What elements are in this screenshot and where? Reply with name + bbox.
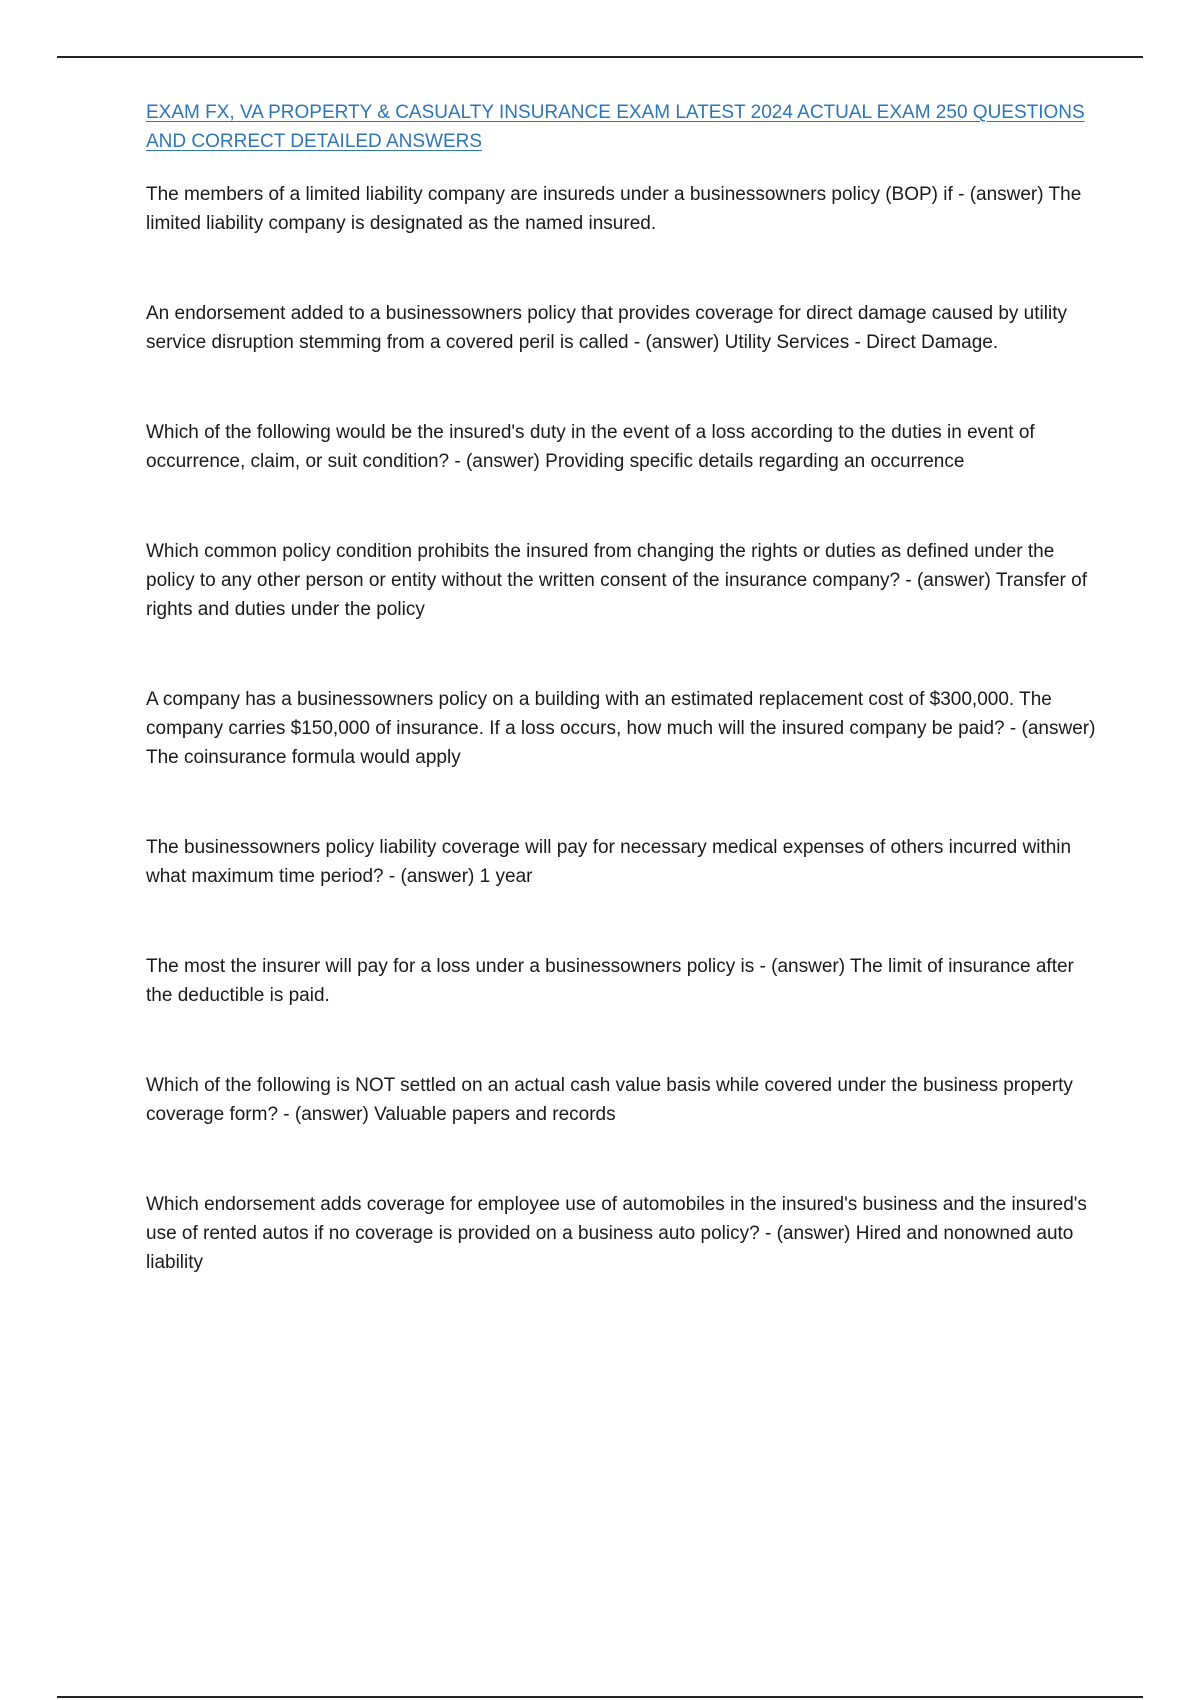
answer-text: Hired and nonowned auto liability — [146, 1223, 1074, 1273]
qa-item — [146, 1071, 1096, 1129]
qa-list — [146, 180, 1096, 1277]
qa-item — [146, 952, 1096, 1010]
qa-item — [146, 685, 1096, 772]
answer-text: Providing specific details regarding an occurrence — [545, 451, 965, 472]
question-text: Which common policy condition prohibits the insured from changing the rights or duties as defined under the policy to any other person or entity without the written consent of the insurance company? - — [146, 541, 1055, 591]
header-rule — [57, 56, 1143, 58]
answer-marker: (answer) — [400, 866, 475, 887]
answer-marker: (answer) — [771, 956, 846, 977]
answer-marker: (answer) — [294, 1104, 369, 1125]
answer-text: The coinsurance formula would apply — [146, 747, 461, 768]
answer-text: 1 year — [479, 866, 533, 887]
qa-item — [146, 537, 1096, 624]
answer-marker: (answer) — [776, 1223, 851, 1244]
question-text: Which of the following would be the insured's duty in the event of a loss according to the duties in event of occurrence, claim, or suit condition? - — [146, 422, 1035, 472]
answer-marker: (answer) — [645, 332, 720, 353]
qa-item — [146, 299, 1096, 357]
qa-item — [146, 180, 1096, 238]
document-body — [146, 98, 1096, 1277]
question-text: The most the insurer will pay for a loss under a businessowners policy is - — [146, 956, 772, 977]
document-title — [146, 98, 1096, 156]
question-text: The businessowners policy liability coverage will pay for necessary medical expenses of others incurred within what maximum time period? - — [146, 837, 1072, 887]
answer-text: The limit of insurance after the deductible is paid. — [146, 956, 1074, 1006]
answer-marker: (answer) — [1021, 718, 1096, 739]
question-text: Which endorsement adds coverage for employee use of automobiles in the insured's business and the insured's use of rented autos if no coverage is provided on a business auto policy? - — [146, 1194, 1087, 1244]
question-text: A company has a businessowners policy on a building with an estimated replacement cost of $300,000. The company carries $150,000 of insurance. If a loss occurs, how much will the insured company be paid? - — [146, 689, 1052, 739]
question-text: Which of the following is NOT settled on an actual cash value basis while covered under the business property coverage form? - — [146, 1075, 1073, 1125]
question-text: The members of a limited liability company are insureds under a businessowners policy (BOP) if - — [146, 184, 965, 205]
qa-item — [146, 833, 1096, 891]
qa-item — [146, 418, 1096, 476]
answer-text: Utility Services - Direct Damage. — [724, 332, 999, 353]
answer-text: Valuable papers and records — [374, 1104, 616, 1125]
question-text: An endorsement added to a businessowners policy that provides coverage for direct damage caused by utility service disruption stemming from a covered peril is called - — [146, 303, 1067, 353]
answer-text: Transfer of rights and duties under the policy — [146, 570, 1087, 620]
document-title-link[interactable]: EXAM FX, VA PROPERTY & CASUALTY INSURANCE EXAM LATEST 2024 ACTUAL EXAM 250 QUESTIONS AND CORRECT DETAILED ANSWERS — [146, 102, 1085, 152]
footer-rule — [57, 1696, 1143, 1698]
answer-marker: (answer) — [916, 570, 991, 591]
answer-text: The limited liability company is designated as the named insured. — [146, 184, 1082, 234]
qa-item — [146, 1190, 1096, 1277]
answer-marker: (answer) — [969, 184, 1044, 205]
answer-marker: (answer) — [465, 451, 540, 472]
